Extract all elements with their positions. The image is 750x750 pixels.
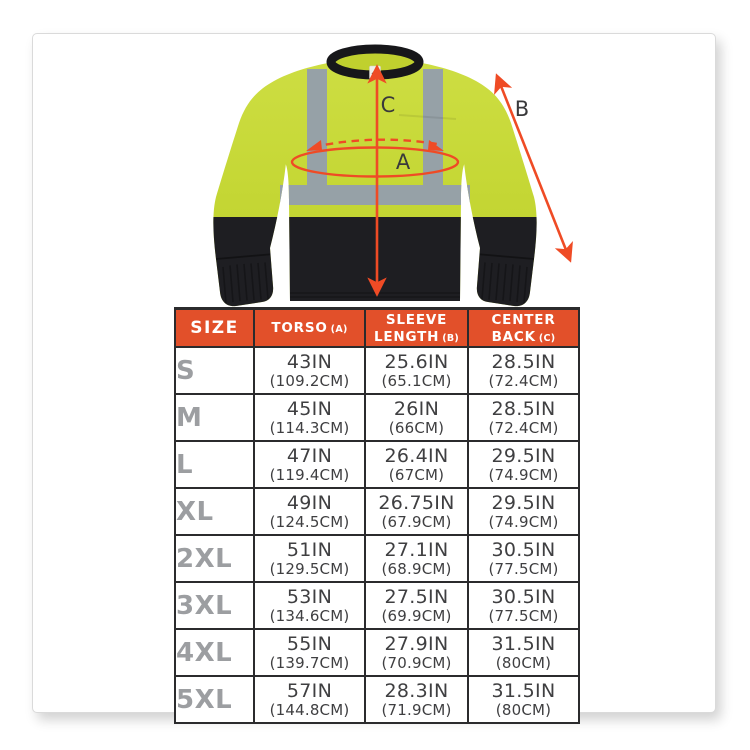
- torso-cell: [254, 488, 365, 535]
- table-row: [175, 347, 579, 394]
- value-in: 51IN: [286, 538, 333, 561]
- value-in: 30.5IN: [491, 538, 556, 561]
- table-row: [175, 488, 579, 535]
- col-header-sleeve-length: [365, 309, 468, 348]
- sleeve-header-line1: SLEEVE: [385, 311, 448, 328]
- reflective-stripe-vertical-right: [423, 69, 443, 187]
- value-in: 28.5IN: [491, 350, 556, 373]
- back-header-mark: (C): [538, 332, 556, 344]
- measure-label-b: B: [514, 97, 530, 121]
- back-header-line2: BACK: [491, 328, 536, 345]
- reflective-stripe-horizontal: [280, 185, 470, 205]
- value-in: 28.5IN: [491, 397, 556, 420]
- back-cell: [468, 488, 579, 535]
- value-in: 28.3IN: [384, 679, 449, 702]
- value-in: 29.5IN: [491, 491, 556, 514]
- value-in: 25.6IN: [384, 350, 449, 373]
- size-label: L: [175, 441, 254, 488]
- value-in: 47IN: [286, 444, 333, 467]
- sleeve-cell: [365, 441, 468, 488]
- size-label: XL: [175, 488, 254, 535]
- back-header-line1: CENTER: [491, 311, 556, 328]
- value-cm: (72.4CM): [488, 371, 559, 390]
- value-cm: (109.2CM): [269, 371, 350, 390]
- size-label: 3XL: [175, 582, 254, 629]
- value-cm: (74.9CM): [488, 465, 559, 484]
- value-cm: (77.5CM): [488, 606, 559, 625]
- value-in: 29.5IN: [491, 444, 556, 467]
- value-in: 27.1IN: [384, 538, 449, 561]
- torso-cell: [254, 676, 365, 723]
- black-bottom-panel: [150, 217, 610, 313]
- value-in: 43IN: [286, 350, 333, 373]
- value-in: 27.9IN: [384, 632, 449, 655]
- value-in: 26.75IN: [378, 491, 455, 514]
- sleeve-header-line2: LENGTH: [373, 328, 440, 345]
- value-cm: (70.9CM): [381, 653, 452, 672]
- value-cm: (80CM): [495, 653, 552, 672]
- back-cell: [468, 394, 579, 441]
- value-cm: (144.8CM): [269, 700, 350, 719]
- value-in: 27.5IN: [384, 585, 449, 608]
- table-row: [175, 441, 579, 488]
- measure-label-a: A: [395, 150, 411, 174]
- back-cell: [468, 441, 579, 488]
- sleeve-cell: [365, 394, 468, 441]
- back-cell: [468, 535, 579, 582]
- back-cell: [468, 676, 579, 723]
- size-header-label: SIZE: [190, 318, 239, 338]
- value-cm: (80CM): [495, 700, 552, 719]
- table-row: [175, 394, 579, 441]
- value-cm: (65.1CM): [381, 371, 452, 390]
- sleeve-cell: [365, 582, 468, 629]
- value-in: 57IN: [286, 679, 333, 702]
- table-row: [175, 629, 579, 676]
- torso-header-label: TORSO: [271, 320, 328, 336]
- back-cell: [468, 347, 579, 394]
- value-in: 55IN: [286, 632, 333, 655]
- value-cm: (114.3CM): [269, 418, 350, 437]
- col-header-size: [175, 309, 254, 348]
- value-in: 31.5IN: [491, 632, 556, 655]
- table-row: [175, 535, 579, 582]
- size-table: [174, 307, 580, 724]
- sleeve-cell: [365, 488, 468, 535]
- value-cm: (67.9CM): [381, 512, 452, 531]
- sleeve-header-mark: (B): [442, 332, 460, 344]
- back-cell: [468, 629, 579, 676]
- back-cell: [468, 582, 579, 629]
- shirt-illustration: [150, 35, 610, 313]
- value-cm: (124.5CM): [269, 512, 350, 531]
- torso-cell: [254, 347, 365, 394]
- value-cm: (67CM): [388, 465, 445, 484]
- value-cm: (69.9CM): [381, 606, 452, 625]
- sleeve-cell: [365, 347, 468, 394]
- value-cm: (119.4CM): [269, 465, 350, 484]
- torso-header-mark: (A): [330, 324, 348, 335]
- torso-cell: [254, 441, 365, 488]
- sleeve-cell: [365, 676, 468, 723]
- size-label: M: [175, 394, 254, 441]
- value-cm: (66CM): [388, 418, 445, 437]
- size-label: 2XL: [175, 535, 254, 582]
- value-cm: (139.7CM): [269, 653, 350, 672]
- col-header-center-back: [468, 309, 579, 348]
- table-row: [175, 582, 579, 629]
- torso-cell: [254, 582, 365, 629]
- torso-cell: [254, 394, 365, 441]
- value-cm: (134.6CM): [269, 606, 350, 625]
- col-header-torso: [254, 309, 365, 348]
- torso-cell: [254, 629, 365, 676]
- value-in: 49IN: [286, 491, 333, 514]
- size-label: 4XL: [175, 629, 254, 676]
- torso-cell: [254, 535, 365, 582]
- value-cm: (77.5CM): [488, 559, 559, 578]
- sleeve-cell: [365, 535, 468, 582]
- value-in: 26.4IN: [384, 444, 449, 467]
- value-in: 53IN: [286, 585, 333, 608]
- value-cm: (74.9CM): [488, 512, 559, 531]
- measure-label-c: C: [380, 93, 396, 117]
- value-cm: (129.5CM): [269, 559, 350, 578]
- sleeve-cell: [365, 629, 468, 676]
- header-row: [175, 309, 579, 348]
- size-label: S: [175, 347, 254, 394]
- value-in: 30.5IN: [491, 585, 556, 608]
- reflective-stripe-vertical-left: [307, 69, 327, 187]
- value-in: 31.5IN: [491, 679, 556, 702]
- table-row: [175, 676, 579, 723]
- value-cm: (72.4CM): [488, 418, 559, 437]
- value-in: 26IN: [393, 397, 440, 420]
- value-cm: (68.9CM): [381, 559, 452, 578]
- value-in: 45IN: [286, 397, 333, 420]
- size-label: 5XL: [175, 676, 254, 723]
- value-cm: (71.9CM): [381, 700, 452, 719]
